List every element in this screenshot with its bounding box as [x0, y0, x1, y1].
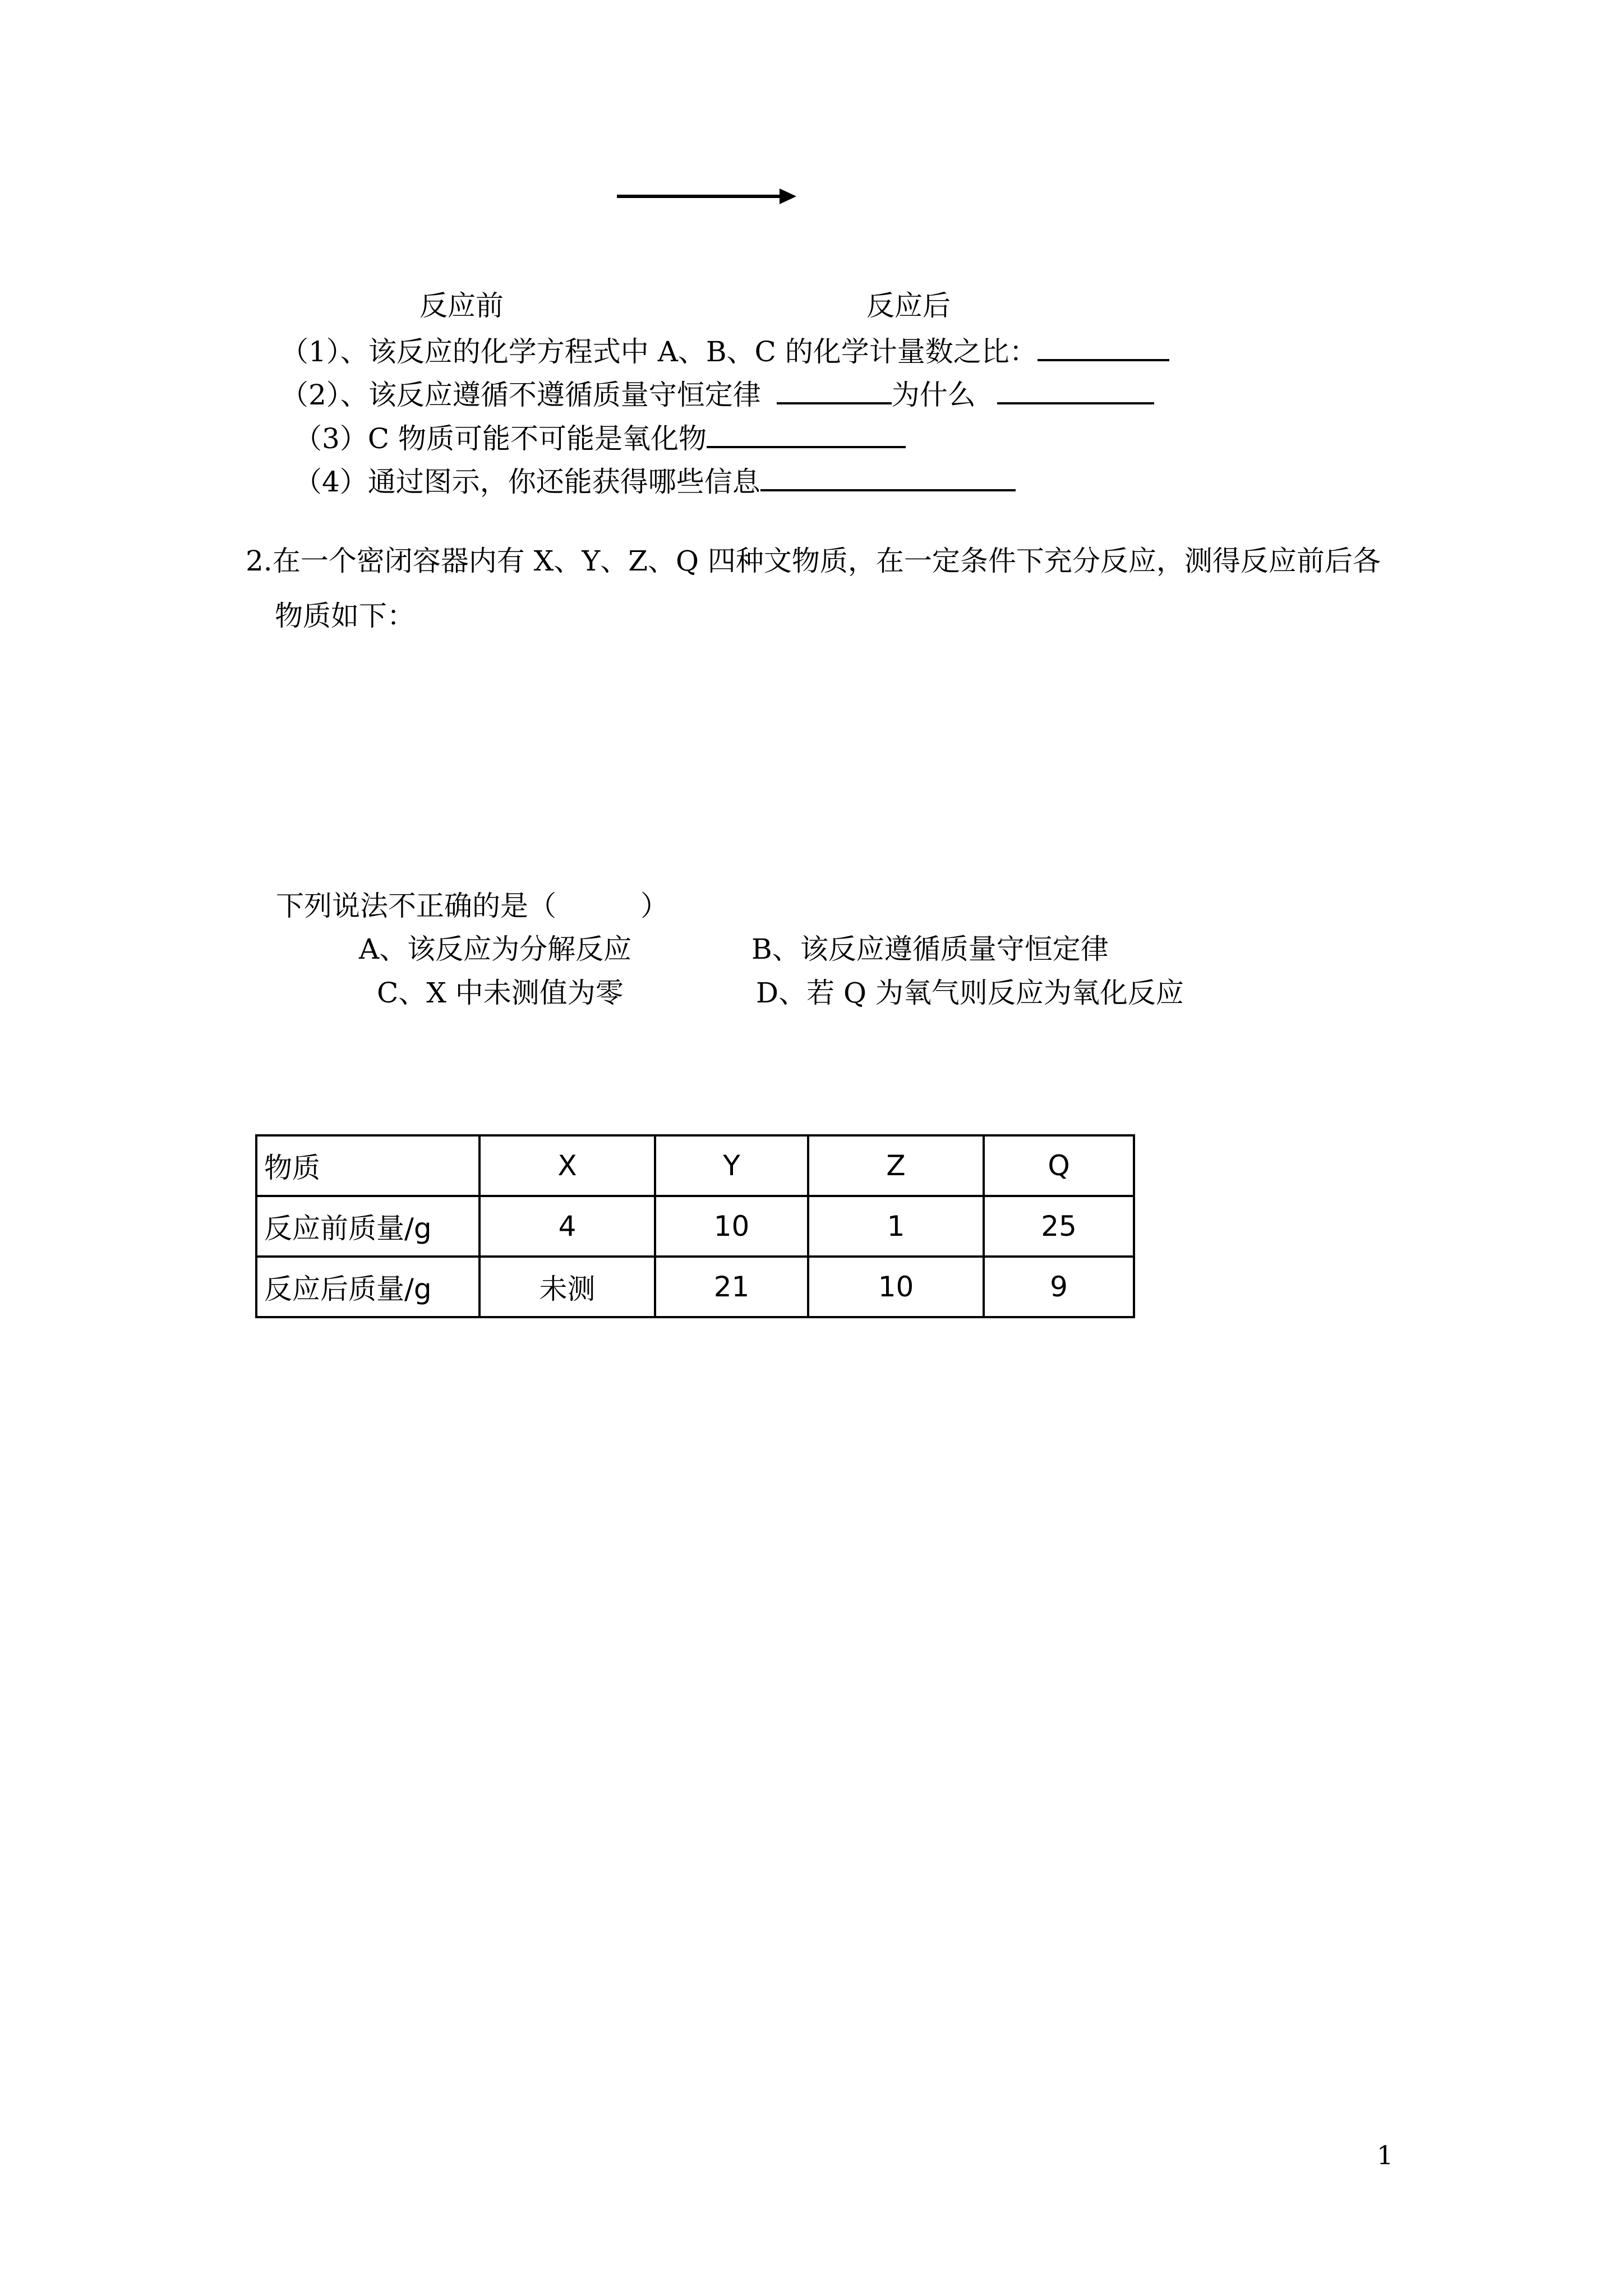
- table-header-cell: 物质: [256, 1135, 479, 1196]
- table-cell: 25: [984, 1196, 1134, 1257]
- reaction-arrow-icon: [617, 185, 796, 208]
- question1-sub1: [280, 333, 1169, 369]
- answer-blank-info[interactable]: [760, 463, 1016, 491]
- table-cell: 4: [479, 1196, 655, 1257]
- question1-sub2-text: （2）、该反应遵循不遵循质量守恒定律: [280, 379, 761, 411]
- answer-blank-oxide[interactable]: [707, 420, 906, 448]
- option-b[interactable]: B、该反应遵循质量守恒定律: [751, 933, 1109, 965]
- question2-stem-line2: 物质如下：: [275, 600, 415, 632]
- table-cell: 21: [655, 1257, 808, 1317]
- answer-blank-reason[interactable]: [997, 376, 1154, 404]
- question1-sub4: [294, 463, 1016, 499]
- page-number: 1: [1377, 2140, 1394, 2170]
- mass-data-table: [255, 1134, 1135, 1318]
- question1-sub2-why: 为什么: [891, 379, 976, 411]
- question1-sub3: [294, 420, 906, 455]
- after-label: 反应后: [866, 289, 951, 322]
- table-header-cell: Z: [808, 1135, 984, 1196]
- question1-sub2: [280, 376, 1154, 412]
- table-cell: 未测: [479, 1257, 655, 1317]
- table-row: [256, 1196, 1134, 1257]
- table-cell: 9: [984, 1257, 1134, 1317]
- table-header-cell: Q: [984, 1135, 1134, 1196]
- answer-blank-ratio[interactable]: [1038, 333, 1169, 361]
- table-cell: 1: [808, 1196, 984, 1257]
- option-c[interactable]: C、X 中未测值为零: [377, 977, 624, 1009]
- before-label: 反应前: [419, 289, 504, 322]
- option-a[interactable]: A、该反应为分解反应: [359, 933, 632, 965]
- question1-sub1-text: （1）、该反应的化学方程式中 A、B、C 的化学计量数之比：: [280, 335, 1038, 368]
- question1-sub3-text: （3）C 物质可能不可能是氧化物: [294, 422, 707, 455]
- option-d[interactable]: D、若 Q 为氧气则反应为氧化反应: [756, 977, 1184, 1009]
- table-cell: 10: [808, 1257, 984, 1317]
- table-header-row: [256, 1135, 1134, 1196]
- table-cell: 10: [655, 1196, 808, 1257]
- table-row-label: 反应前质量/g: [256, 1196, 479, 1257]
- answer-blank-conservation[interactable]: [777, 376, 892, 404]
- question2-stem-line1: 2.在一个密闭容器内有 X、Y、Z、Q 四种文物质，在一定条件下充分反应，测得反应前后各: [246, 545, 1381, 577]
- table-header-cell: X: [479, 1135, 655, 1196]
- table-header-cell: Y: [655, 1135, 808, 1196]
- table-row-label: 反应后质量/g: [256, 1257, 479, 1317]
- table-row: [256, 1257, 1134, 1317]
- question1-sub4-text: （4）通过图示，你还能获得哪些信息: [294, 466, 760, 498]
- question2-prompt: 下列说法不正确的是（ ）: [276, 890, 668, 922]
